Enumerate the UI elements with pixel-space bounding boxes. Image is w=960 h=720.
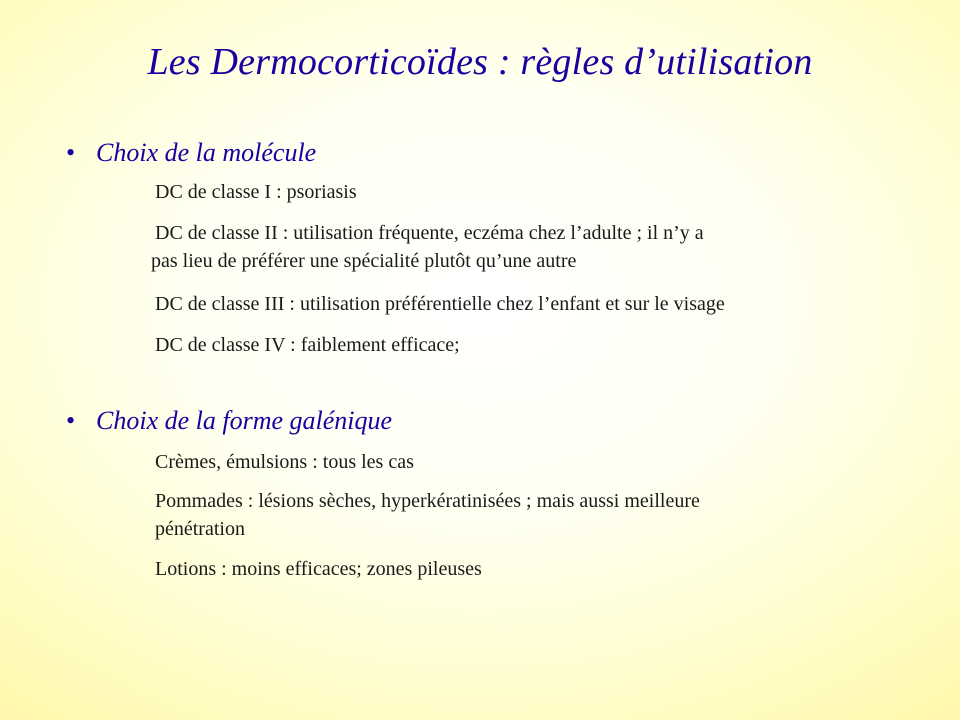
- list-item: DC de classe IV : faiblement efficace;: [155, 334, 460, 356]
- list-item: Lotions : moins efficaces; zones pileuses: [155, 558, 482, 580]
- section-molecule: [66, 138, 916, 359]
- list-item-continuation: pas lieu de préférer une spécialité plutôt qu’une autre: [151, 250, 577, 272]
- section-heading-row: [66, 138, 916, 174]
- section-items: [155, 448, 915, 583]
- section-heading-row: [66, 406, 916, 442]
- section-heading: Choix de la forme galénique: [96, 406, 393, 435]
- list-item-continuation: pénétration: [155, 518, 245, 540]
- slide-title: Les Dermocorticoïdes : règles d’utilisation: [147, 41, 813, 83]
- section-items: [151, 178, 915, 359]
- list-item: DC de classe III : utilisation préférentielle chez l’enfant et sur le visage: [155, 293, 725, 315]
- list-item: Pommades : lésions sèches, hyperkératinisées ; mais aussi meilleure: [155, 490, 700, 512]
- list-item: Crèmes, émulsions : tous les cas: [155, 451, 414, 473]
- bullet-icon: •: [66, 138, 76, 167]
- bullet-icon: •: [66, 406, 76, 435]
- list-item: DC de classe I : psoriasis: [155, 181, 357, 203]
- list-item: DC de classe II : utilisation fréquente, eczéma chez l’adulte ; il n’y a: [155, 222, 704, 244]
- section-galenic-form: [66, 406, 916, 583]
- section-heading: Choix de la molécule: [96, 138, 317, 167]
